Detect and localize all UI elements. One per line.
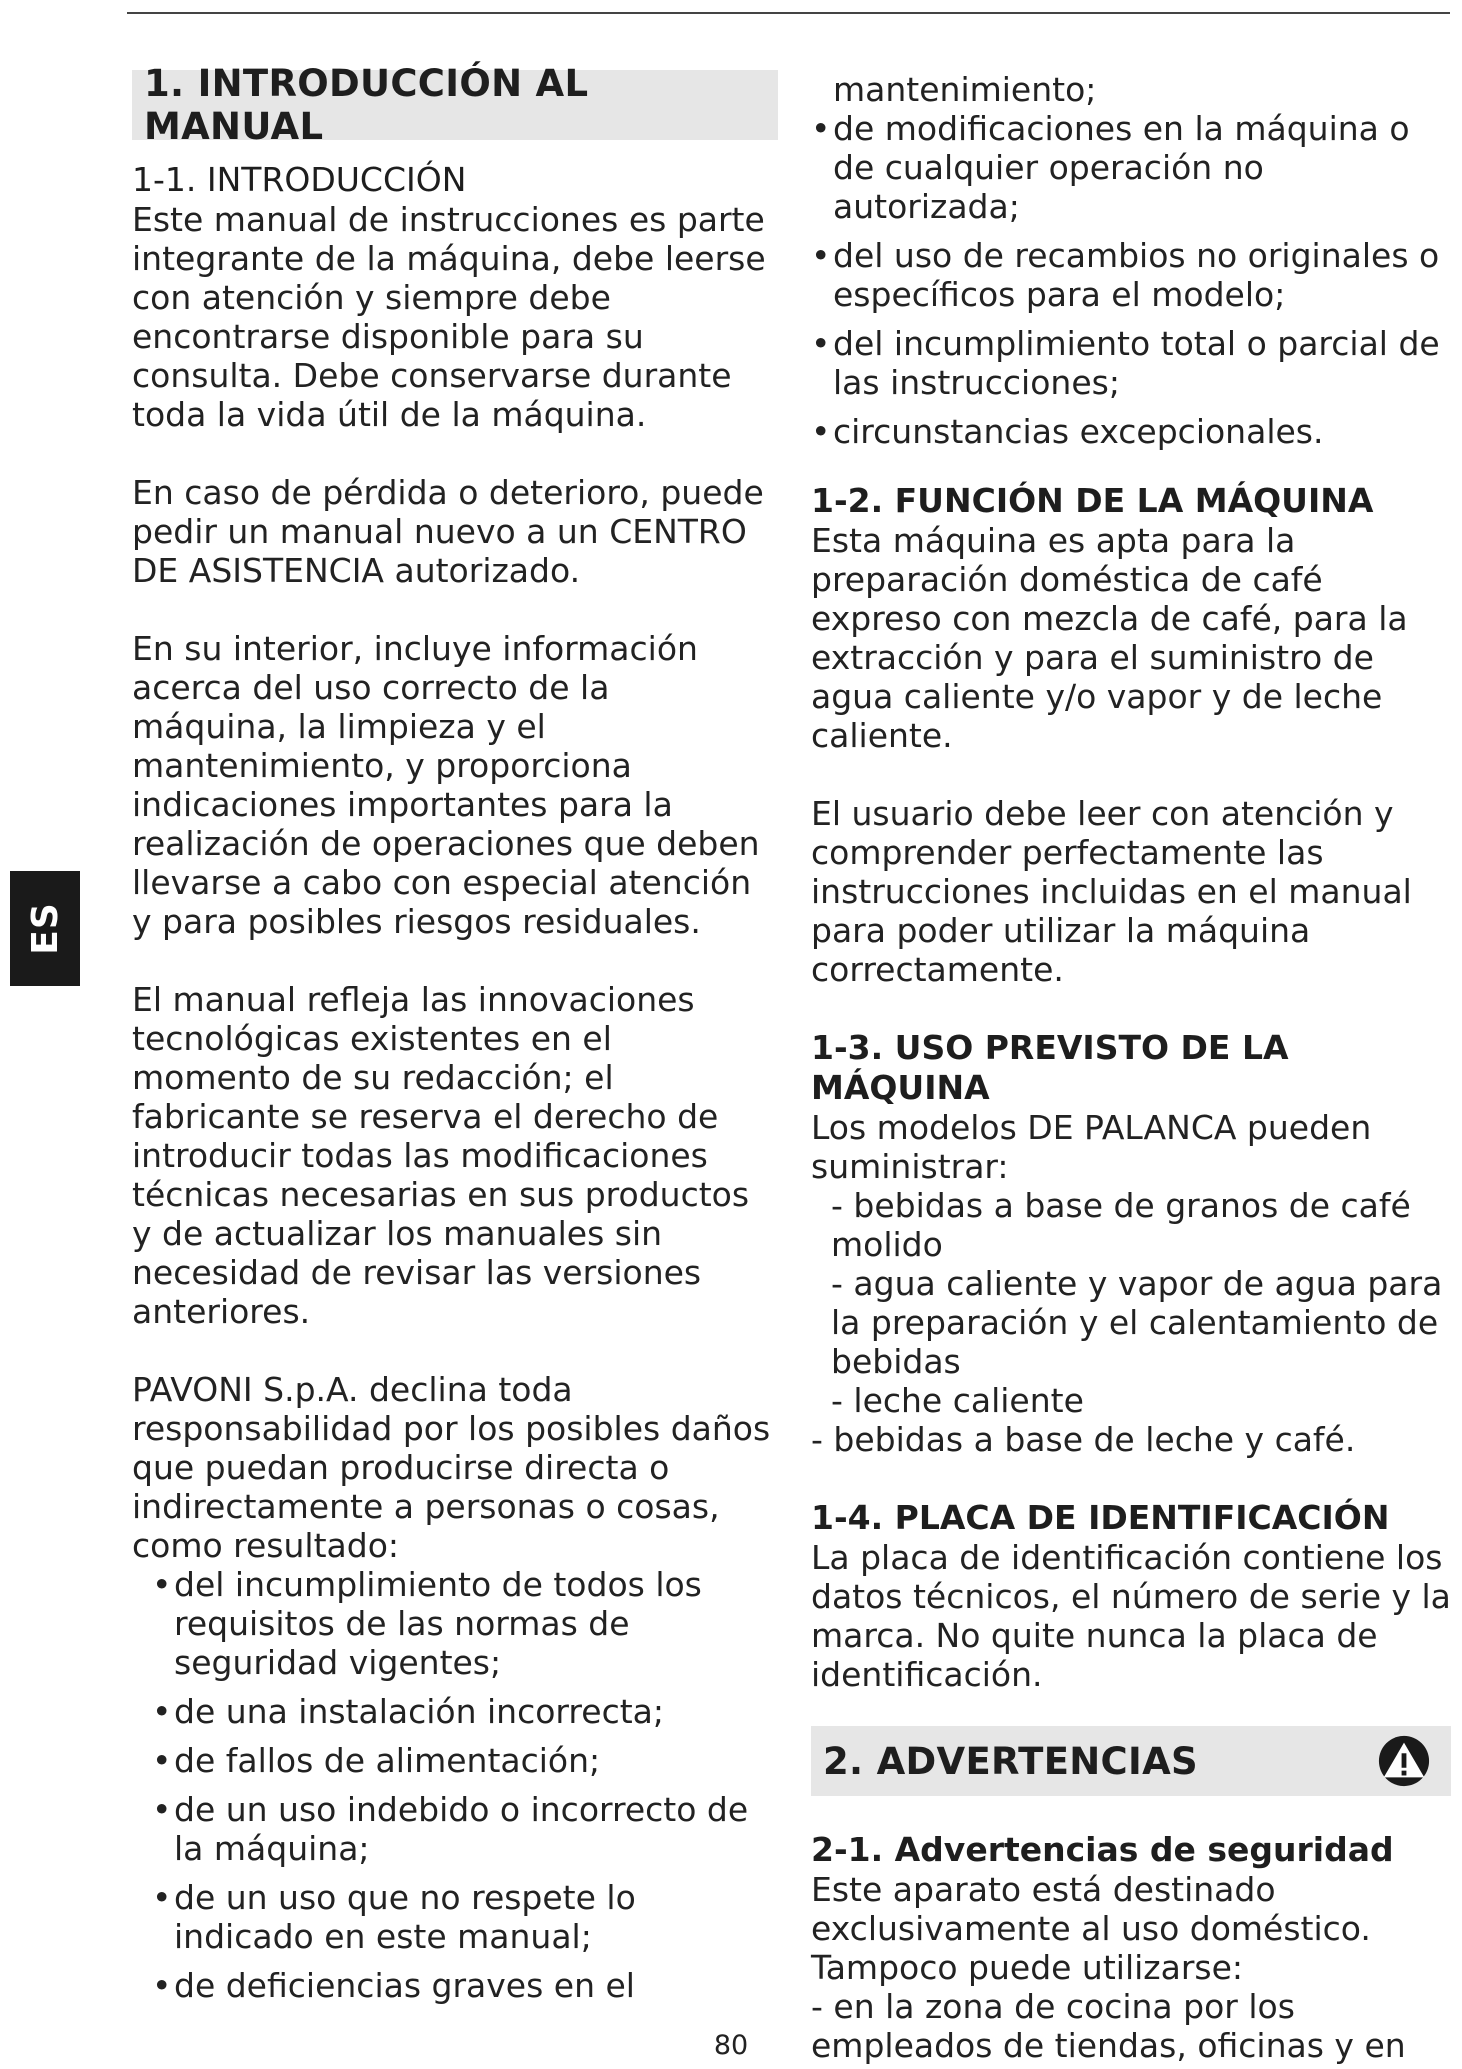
list-item: - bebidas a base de leche y café. <box>811 1420 1356 1459</box>
list-item: • de una instalación incorrecta; <box>152 1692 772 1731</box>
machine-function-paragraph-1: Esta máquina es apta para la preparación doméstica de café expreso con mezcla de café, para la extracción y para el suministro de agua caliente y/o vapor y de leche caliente. <box>811 521 1408 755</box>
safety-paragraph: Este aparato está destinado exclusivamente al uso doméstico. Tampoco puede utilizarse: <box>811 1870 1371 1987</box>
intro-paragraph-3: En su interior, incluye información acerca del uso correcto de la máquina, la limpieza y el mantenimiento, y proporciona indicaciones importantes para la realización de operaciones que deben llevarse a cabo con especial atención y para posibles riesgos residuales. <box>132 629 760 941</box>
list-item: • del incumplimiento total o parcial de las instrucciones; <box>811 324 1461 402</box>
subsection-1-4-title: 1-4. PLACA DE IDENTIFICACIÓN <box>811 1498 1390 1537</box>
language-tab-label: ES <box>24 902 66 955</box>
subsection-1-2-title: 1-2. FUNCIÓN DE LA MÁQUINA <box>811 481 1374 520</box>
machine-function-paragraph-2: El usuario debe leer con atención y comprender perfectamente las instrucciones incluidas en el manual para poder utilizar la máquina correctamente. <box>811 794 1412 989</box>
continued-text: mantenimiento; <box>833 70 1097 109</box>
language-tab <box>10 871 80 986</box>
right-column <box>811 70 1461 2065</box>
intro-paragraph-1: Este manual de instrucciones es parte integrante de la máquina, debe leerse con atención y siempre debe encontrarse disponible para su consulta. Debe conservarse durante toda la vida útil de la máquina. <box>132 200 766 434</box>
liability-list <box>152 1565 772 2005</box>
list-item: • del incumplimiento de todos los requisitos de las normas de seguridad vigentes; <box>152 1565 772 1682</box>
list-item: - bebidas a base de granos de café molido <box>831 1186 1411 1264</box>
left-column <box>132 62 772 2015</box>
safety-list-item: - en la zona de cocina por los empleados de tiendas, oficinas y en <box>811 1987 1406 2065</box>
subsection-1-3-title: 1-3. USO PREVISTO DE LA MÁQUINA <box>811 1028 1289 1107</box>
id-plate-paragraph: La placa de identificación contiene los datos técnicos, el número de serie y la marca. No quite nunca la placa de identificación. <box>811 1538 1451 1694</box>
warning-icon <box>1375 1734 1433 1788</box>
intro-paragraph-5: PAVONI S.p.A. declina toda responsabilidad por los posibles daños que puedan producirse directa o indirectamente a personas o cosas, como resultado: <box>132 1370 771 1565</box>
section-2-title: 2. ADVERTENCIAS <box>823 1739 1198 1783</box>
subsection-2-1-title: 2-1. Advertencias de seguridad <box>811 1830 1394 1869</box>
section-1-header <box>132 62 778 148</box>
intro-paragraph-4: El manual refleja las innovaciones tecnológicas existentes en el momento de su redacción; el fabricante se reserva el derecho de introducir todas las modificaciones técnicas necesarias en sus productos y de actualizar los manuales sin necesidad de revisar las versiones anteriores. <box>132 980 750 1331</box>
intended-use-list <box>811 1186 1461 1420</box>
top-rule <box>127 12 1450 14</box>
list-item: • de deficiencias graves en el <box>152 1966 772 2005</box>
page-number: 80 <box>713 2030 749 2061</box>
list-item: • de modificaciones en la máquina o de cualquier operación no autorizada; <box>811 109 1461 226</box>
list-item: • circunstancias excepcionales. <box>811 412 1461 451</box>
intended-use-paragraph: Los modelos DE PALANCA pueden suministrar: <box>811 1108 1372 1186</box>
list-item: • de un uso indebido o incorrecto de la máquina; <box>152 1790 772 1868</box>
liability-list-continued <box>811 109 1461 451</box>
list-item: • de fallos de alimentación; <box>152 1741 772 1780</box>
intro-paragraph-2: En caso de pérdida o deterioro, puede pedir un manual nuevo a un CENTRO DE ASISTENCIA autorizado. <box>132 473 764 590</box>
subsection-1-1-title: 1-1. INTRODUCCIÓN <box>132 160 467 199</box>
section-1-title: 1. INTRODUCCIÓN AL MANUAL <box>144 62 589 148</box>
list-item: • de un uso que no respete lo indicado en este manual; <box>152 1878 772 1956</box>
list-item: • del uso de recambios no originales o específicos para el modelo; <box>811 236 1461 314</box>
section-2-header <box>811 1726 1451 1796</box>
list-item: - leche caliente <box>831 1381 1084 1420</box>
list-item: - agua caliente y vapor de agua para la preparación y el calentamiento de bebidas <box>831 1264 1443 1381</box>
